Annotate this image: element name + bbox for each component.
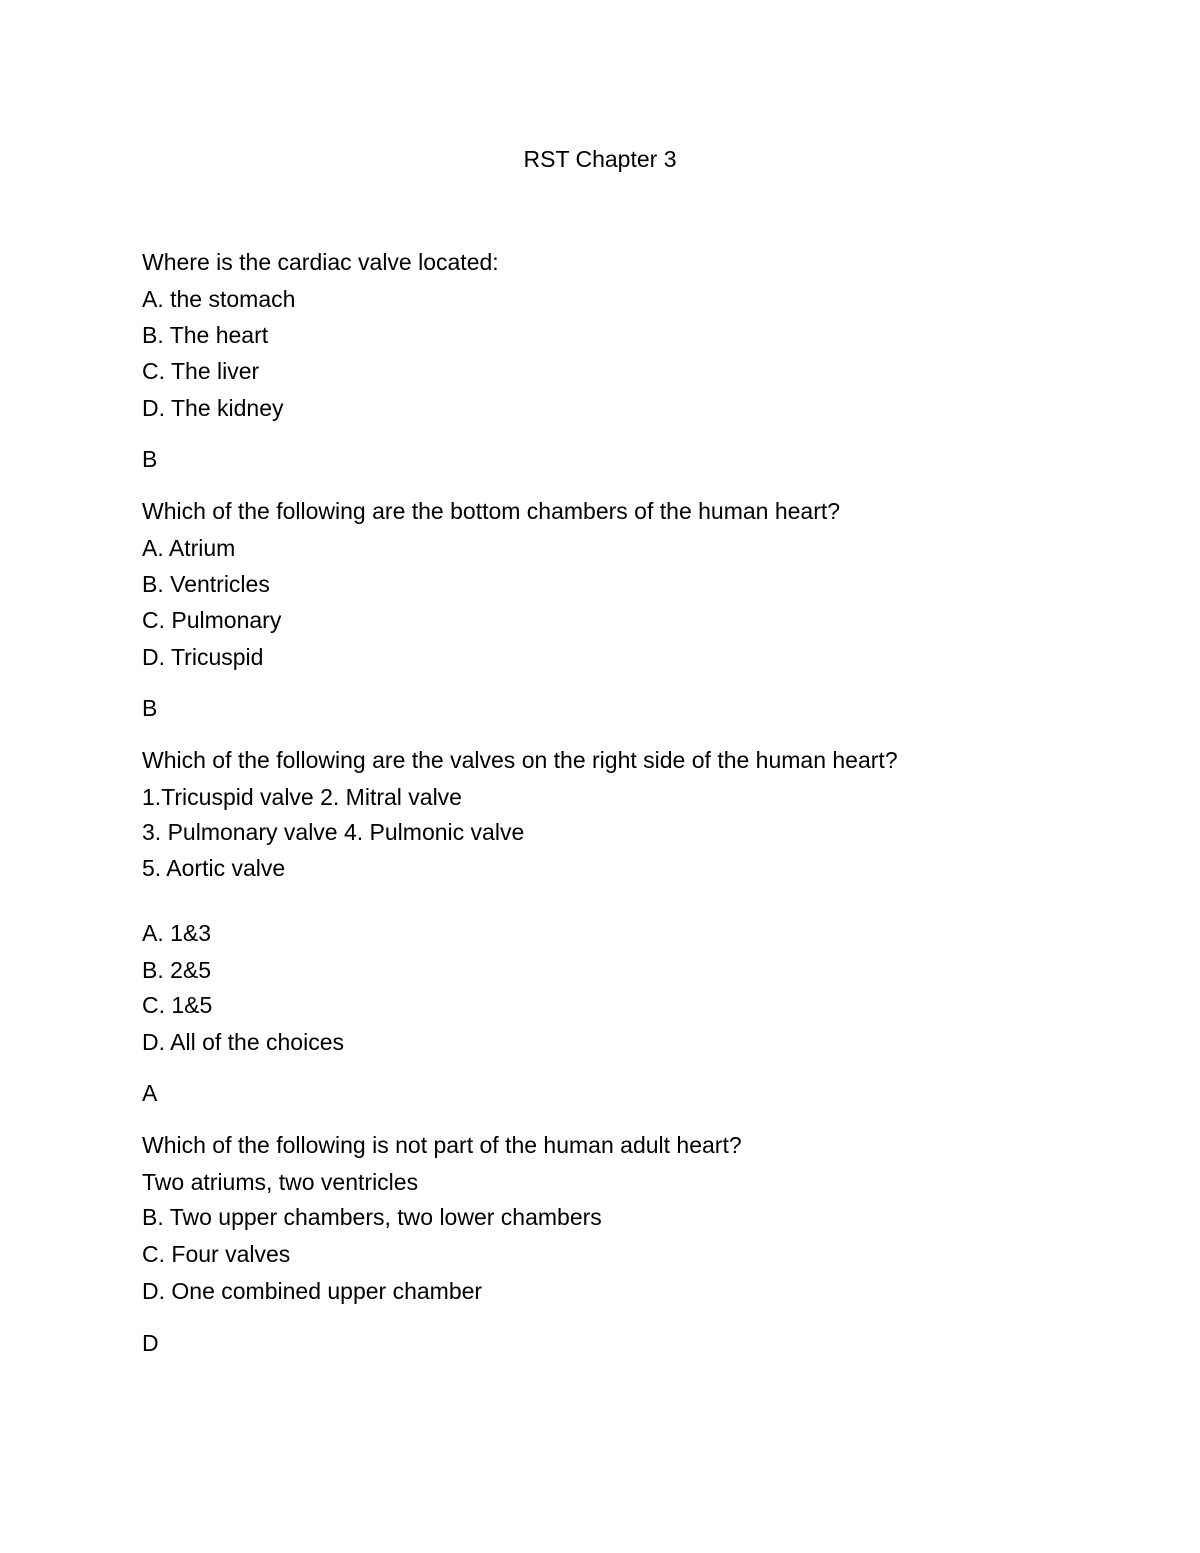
question-3-answer: A (142, 1080, 158, 1106)
question-3-option-b: B. 2&5 (142, 957, 212, 983)
question-4-option-d: D. One combined upper chamber (142, 1278, 483, 1304)
question-2-option-c: C. Pulmonary (142, 607, 282, 633)
question-3-option-d: D. All of the choices (142, 1029, 344, 1055)
document-title: RST Chapter 3 (523, 146, 677, 172)
question-1-option-b: B. The heart (142, 322, 269, 348)
question-4-option-a: Two atriums, two ventricles (142, 1169, 419, 1195)
question-1-option-d: D. The kidney (142, 395, 284, 421)
question-2-answer: B (142, 695, 158, 721)
question-4-prompt: Which of the following is not part of the human adult heart? (142, 1132, 742, 1158)
question-4-answer: D (142, 1330, 159, 1356)
question-3-statement-2: 3. Pulmonary valve 4. Pulmonic valve (142, 819, 525, 845)
question-3-statement-1: 1.Tricuspid valve 2. Mitral valve (142, 784, 462, 810)
question-3-statement-3: 5. Aortic valve (142, 855, 286, 881)
question-1-option-a: A. the stomach (142, 286, 296, 312)
question-3-option-c: C. 1&5 (142, 992, 213, 1018)
question-4-option-c: C. Four valves (142, 1241, 291, 1267)
question-2-option-b: B. Ventricles (142, 571, 270, 597)
question-1-prompt: Where is the cardiac valve located: (142, 249, 499, 275)
question-4-option-b: B. Two upper chambers, two lower chambers (142, 1204, 602, 1230)
question-3-prompt: Which of the following are the valves on the right side of the human heart? (142, 747, 898, 773)
question-2-option-a: A. Atrium (142, 535, 236, 561)
question-1-option-c: C. The liver (142, 358, 260, 384)
question-1-answer: B (142, 446, 158, 472)
question-2-prompt: Which of the following are the bottom chambers of the human heart? (142, 498, 841, 524)
question-2-option-d: D. Tricuspid (142, 644, 264, 670)
question-3-option-a: A. 1&3 (142, 920, 212, 946)
